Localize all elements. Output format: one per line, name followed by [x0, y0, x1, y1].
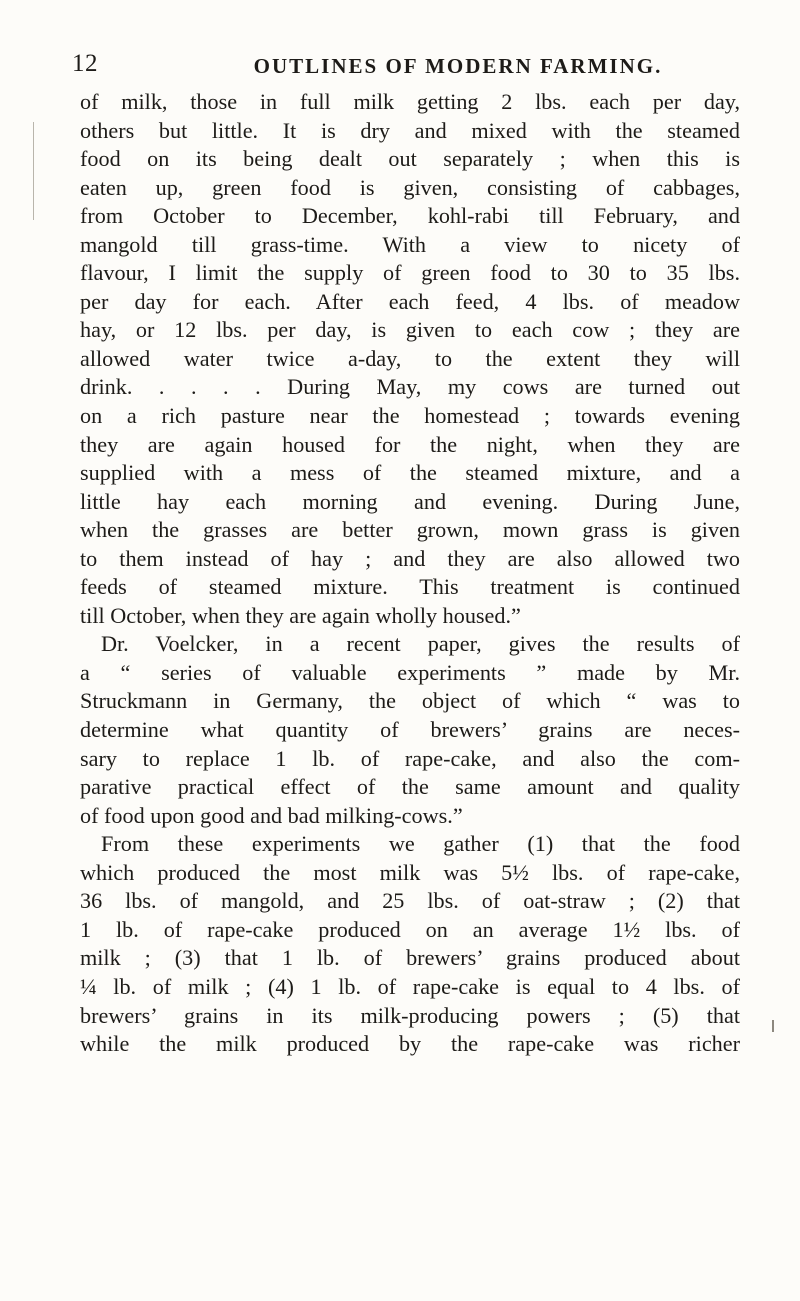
text-line: 1 lb. of rape-cake produced on an average 1½ lbs. of — [80, 916, 740, 942]
text-line: a “ series of valuable experiments ” made by Mr. — [80, 659, 740, 685]
text-line: feeds of steamed mixture. This treatment is continued — [80, 574, 740, 600]
text-line: parative practical effect of the same amount and quality — [80, 774, 740, 800]
text-line: when the grasses are better grown, mown grass is given — [80, 517, 740, 543]
page-number: 12 — [72, 50, 98, 77]
text-line: allowed water twice a-day, to the extent they will — [80, 345, 740, 371]
text-line: they are again housed for the night, when they are — [80, 431, 740, 457]
text-line: flavour, I limit the supply of green food to 30 to 35 lbs. — [80, 260, 740, 286]
text-line: eaten up, green food is given, consisting of cabbages, — [80, 174, 740, 200]
body-text — [80, 88, 740, 1059]
text-line: little hay each morning and evening. During June, — [80, 488, 740, 514]
text-line: food on its being dealt out separately ; when this is — [80, 146, 740, 172]
text-line: others but little. It is dry and mixed with the steamed — [80, 117, 740, 143]
text-line: drink. . . . . During May, my cows are turned out — [80, 374, 740, 400]
text-line: From these experiments we gather (1) that the food — [101, 831, 740, 857]
text-line: hay, or 12 lbs. per day, is given to each cow ; they are — [80, 317, 740, 343]
text-line: ¼ lb. of milk ; (4) 1 lb. of rape-cake is equal to 4 lbs. of — [80, 973, 740, 999]
text-line: brewers’ grains in its milk-producing powers ; (5) that — [80, 1002, 740, 1028]
text-line: sary to replace 1 lb. of rape-cake, and also the com- — [80, 745, 740, 771]
text-line: mangold till grass-time. With a view to nicety of — [80, 231, 740, 257]
text-line: of milk, those in full milk getting 2 lbs. each per day, — [80, 89, 740, 114]
text-line: supplied with a mess of the steamed mixture, and a — [80, 460, 740, 486]
text-line: Struckmann in Germany, the object of which “ was to — [80, 688, 740, 714]
text-line: determine what quantity of brewers’ grains are neces- — [80, 717, 740, 743]
margin-tick-mark — [772, 1020, 774, 1032]
page-header — [72, 50, 748, 80]
text-line: on a rich pasture near the homestead ; towards evening — [80, 403, 740, 429]
text-line: of food upon good and bad milking-cows.” — [80, 802, 463, 828]
text-line: from October to December, kohl-rabi till February, and — [80, 203, 740, 229]
text-line: which produced the most milk was 5½ lbs. of rape-cake, — [80, 859, 740, 885]
text-line: till October, when they are again wholly housed.” — [80, 602, 521, 628]
text-line: milk ; (3) that 1 lb. of brewers’ grains produced about — [80, 945, 740, 971]
text-line: to them instead of hay ; and they are also allowed two — [80, 545, 740, 571]
text-line: while the milk produced by the rape-cake was richer — [80, 1031, 740, 1057]
text-line: per day for each. After each feed, 4 lbs. of meadow — [80, 288, 740, 314]
text-line: 36 lbs. of mangold, and 25 lbs. of oat-straw ; (2) that — [80, 888, 740, 914]
text-line: Dr. Voelcker, in a recent paper, gives the results of — [101, 631, 740, 657]
margin-bracket-mark — [33, 122, 38, 220]
running-head: OUTLINES OF MODERN FARMING. — [253, 54, 663, 78]
